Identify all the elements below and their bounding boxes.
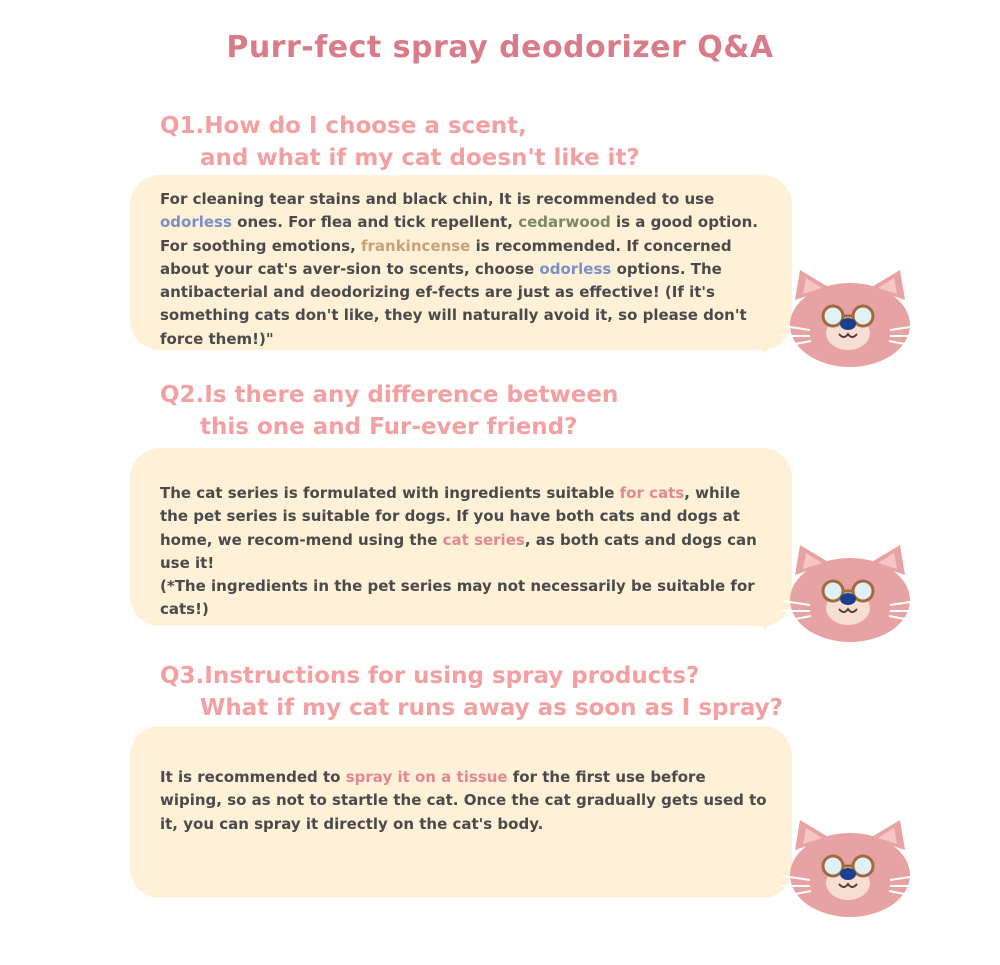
highlight-text: cat series [442, 530, 525, 549]
highlight-text: odorless [160, 213, 232, 232]
answer-2-text [160, 482, 772, 622]
question-2-line-2: this one and Fur-ever friend? [200, 414, 578, 440]
cat-with-glasses-icon [775, 820, 925, 920]
highlight-text: odorless [539, 259, 612, 278]
cat-with-glasses-icon [775, 270, 925, 370]
question-3-line-2: What if my cat runs away as soon as I spray? [200, 695, 783, 721]
answer-1-text [160, 188, 772, 351]
question-3-line-1: Q3.Instructions for using spray products? [160, 663, 700, 689]
answer-text-segment: is recommended. If concerned about your cat's aver-sion to scents, choose [160, 236, 732, 278]
answer-text-segment: options. The antibacterial and deodorizing ef-fects are just as effective! (If it's something cats don't like, they will naturally avoid it, so please don't force them!)" [160, 259, 747, 348]
question-2 [160, 379, 618, 443]
answer-text-segment: ones. For flea and tick repellent, [231, 213, 519, 232]
answer-text-segment: , while the pet series is suitable for dogs. If you have both cats and dogs at home, we recom-mend using the [160, 484, 741, 549]
cat-with-glasses-icon [775, 545, 925, 645]
question-2-line-1: Q2.Is there any difference between [160, 382, 619, 408]
highlight-text: cedarwood [518, 213, 611, 232]
answer-text-segment: (*The ingredients in the pet series may not necessarily be suitable for cats!) [160, 577, 755, 619]
highlight-text: frankincense [360, 236, 471, 255]
question-1-line-1: Q1.How do I choose a scent, [160, 113, 527, 139]
question-1 [160, 110, 640, 174]
answer-text-segment: , as both cats and dogs can use it! [160, 530, 757, 572]
page-title: Purr-fect spray deodorizer Q&A [226, 30, 774, 65]
answer-text-segment: It is recommended to [160, 768, 346, 786]
question-1-line-2: and what if my cat doesn't like it? [200, 145, 640, 171]
answer-text-segment: For cleaning tear stains and black chin, It is recommended to use [160, 190, 715, 208]
answer-text-segment: for the first use before wiping, so as not to startle the cat. Once the cat gradually gets used to it, you can spray it directly on the cat's body. [160, 768, 767, 833]
answer-text-segment: The cat series is formulated with ingredients suitable [160, 484, 620, 502]
answer-text-segment: is a good option. For soothing emotions, [160, 213, 758, 255]
highlight-text: for cats [619, 484, 685, 502]
highlight-text: spray it on a tissue [345, 768, 508, 786]
question-3 [160, 660, 783, 724]
answer-3-text [160, 766, 772, 836]
